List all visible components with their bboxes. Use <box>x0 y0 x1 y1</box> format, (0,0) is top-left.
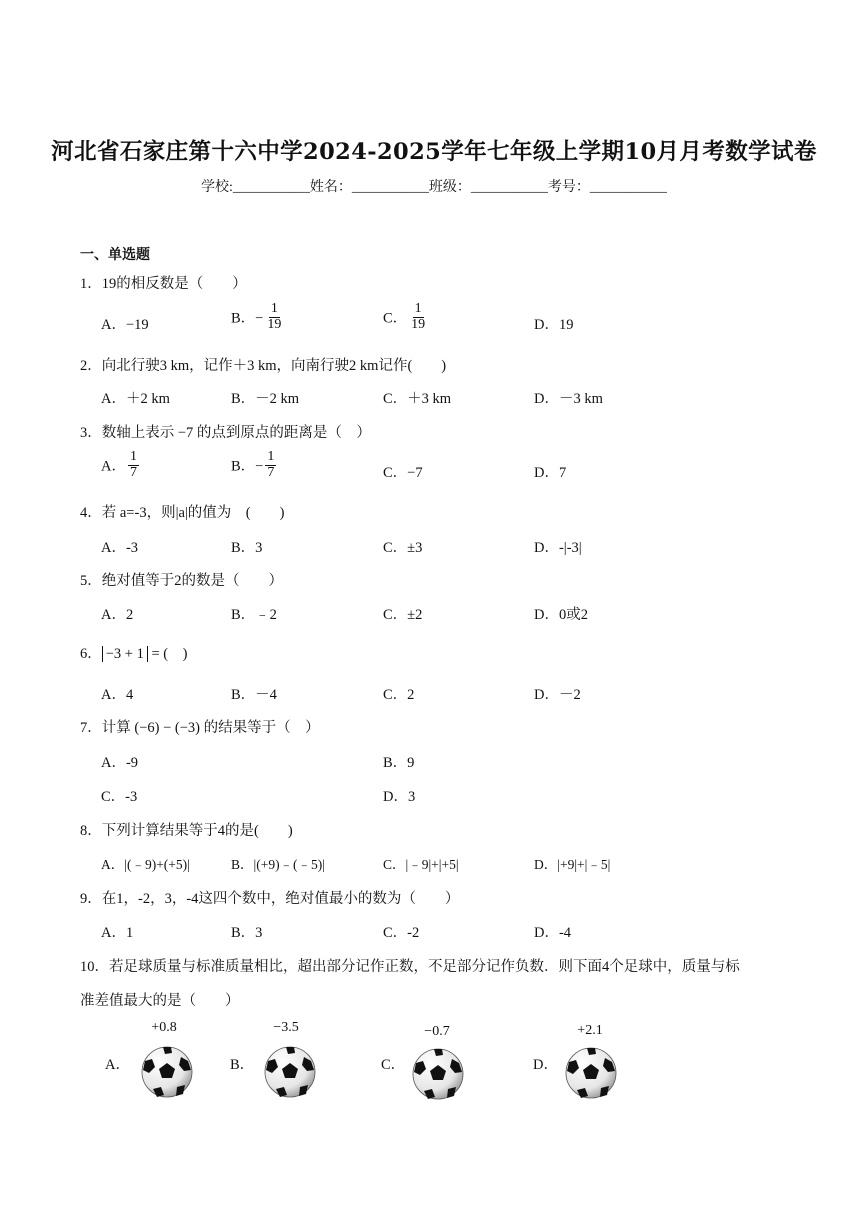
question-9-stem: 9．在1，-2，3，-4这四个数中，绝对值最小的数为（ ） <box>80 891 460 907</box>
question-10-stem-line-2: 准差值最大的是（ ） <box>80 993 240 1009</box>
option-label: C． <box>383 310 408 327</box>
fraction-numerator: 1 <box>129 449 137 464</box>
fraction-denominator: 7 <box>267 464 275 480</box>
question-7-option-b: B．9 <box>383 755 415 771</box>
question-6-option-b: B．－4 <box>231 687 277 703</box>
question-1-option-d: D．19 <box>534 317 574 333</box>
ball-d-label: +2.1 <box>577 1023 603 1038</box>
fraction <box>265 302 283 332</box>
fraction-denominator: 19 <box>411 316 426 332</box>
fraction <box>265 450 276 480</box>
question-3-option-c: C．−7 <box>383 465 423 481</box>
question-number: 6． <box>80 646 102 662</box>
question-2-option-d: D．－3 km <box>534 391 603 407</box>
question-1-option-c <box>383 302 427 332</box>
question-4-option-b: B．3 <box>231 540 263 556</box>
option-label: B．− <box>231 310 264 327</box>
question-6-suffix: = ( ) <box>147 646 188 662</box>
page-title: 河北省石家庄第十六中学2024-2025学年七年级上学期10月月考数学试卷 <box>51 139 817 165</box>
question-9-option-d: D．-4 <box>534 925 572 941</box>
question-9-option-a: A．1 <box>101 925 134 941</box>
fraction-numerator: 1 <box>267 449 275 464</box>
fraction-numerator: 1 <box>414 301 422 316</box>
option-label: A． <box>101 458 126 475</box>
question-10-stem-line-1: 10．若足球质量与标准质量相比，超出部分记作正数，不足部分记作负数．则下面4个足球中，质量与标 <box>80 959 740 975</box>
question-10-option-b: B． <box>230 1057 255 1073</box>
student-info-line: 学校:___________姓名：___________班级：___________考号：___________ <box>201 180 667 195</box>
fraction <box>409 302 427 332</box>
question-1-option-a: A．−19 <box>101 317 149 333</box>
question-3-option-a <box>101 450 139 480</box>
question-4-stem: 4．若 a=-3，则|a|的值为 ( ) <box>80 505 285 521</box>
question-6-option-d: D．－2 <box>534 687 581 703</box>
question-4-option-a: A．-3 <box>101 540 139 556</box>
soccer-ball-icon <box>410 1047 466 1101</box>
ball-a-label: +0.8 <box>151 1020 177 1035</box>
question-9-option-b: B．3 <box>231 925 263 941</box>
question-9-option-c: C．-2 <box>383 925 420 941</box>
question-6-option-a: A．4 <box>101 687 134 703</box>
question-8-option-d: D．|+9|+|﹣5| <box>534 857 611 872</box>
question-1-option-b <box>231 302 283 332</box>
option-label: B．− <box>231 458 264 475</box>
question-8-option-a: A．|(﹣9)+(+5)| <box>101 857 190 872</box>
question-1-stem: 1．19的相反数是（ ） <box>80 276 247 292</box>
question-7-option-d: D．3 <box>383 789 416 805</box>
question-5-option-b: B．﹣2 <box>231 607 277 623</box>
question-7-option-a: A．-9 <box>101 755 139 771</box>
question-4-option-d: D．-|-3| <box>534 540 582 556</box>
fraction <box>128 450 139 480</box>
question-5-stem: 5．绝对值等于2的数是（ ） <box>80 573 283 589</box>
ball-c-label: −0.7 <box>424 1024 450 1039</box>
question-8-stem: 8．下列计算结果等于4的是( ) <box>80 823 293 839</box>
question-4-option-c: C．±3 <box>383 540 423 556</box>
question-8-option-c: C．|﹣9|+|+5| <box>383 857 459 872</box>
soccer-ball-icon <box>563 1046 619 1100</box>
question-3-stem: 3．数轴上表示 −7 的点到原点的距离是（ ） <box>80 425 371 441</box>
question-10-option-c: C． <box>381 1057 406 1073</box>
question-5-option-d: D．0或2 <box>534 607 588 623</box>
question-7-stem: 7．计算 (−6) − (−3) 的结果等于（ ） <box>80 720 320 736</box>
ball-b-label: −3.5 <box>273 1020 299 1035</box>
soccer-ball-icon <box>139 1045 195 1099</box>
question-5-option-c: C．±2 <box>383 607 423 623</box>
soccer-ball-icon <box>262 1045 318 1099</box>
absolute-value-expression: −3 + 1 <box>102 646 148 662</box>
question-2-stem: 2．向北行驶3 km，记作＋3 km，向南行驶2 km记作( ) <box>80 358 447 374</box>
question-2-option-a: A．＋2 km <box>101 391 170 407</box>
question-7-option-c: C．-3 <box>101 789 138 805</box>
question-10-option-a: A． <box>105 1057 130 1073</box>
fraction-denominator: 7 <box>129 464 137 480</box>
question-5-option-a: A．2 <box>101 607 134 623</box>
question-10-option-d: D． <box>533 1057 558 1073</box>
question-3-option-b <box>231 450 276 480</box>
fraction-numerator: 1 <box>270 301 278 316</box>
question-2-option-c: C．＋3 km <box>383 391 452 407</box>
question-3-option-d: D．7 <box>534 465 567 481</box>
fraction-denominator: 19 <box>267 316 282 332</box>
question-2-option-b: B．－2 km <box>231 391 300 407</box>
question-6-option-c: C．2 <box>383 687 415 703</box>
section-heading: 一、单选题 <box>80 248 150 263</box>
question-8-option-b: B．|(+9)﹣(﹣5)| <box>231 857 326 872</box>
question-6-stem <box>80 642 187 663</box>
